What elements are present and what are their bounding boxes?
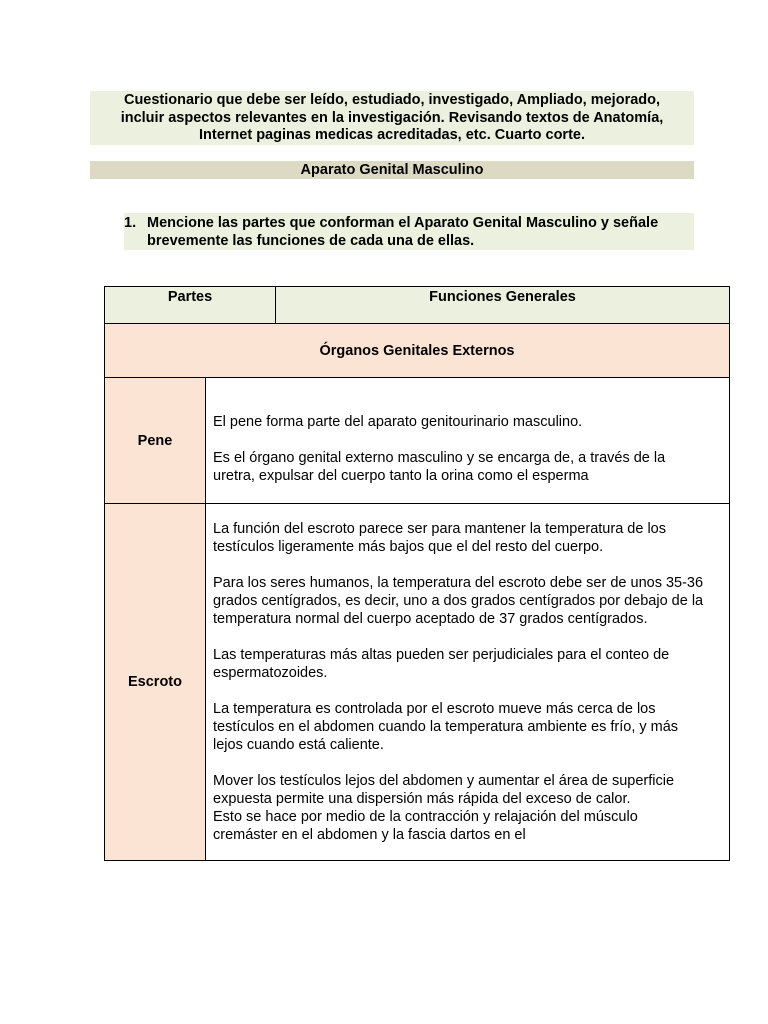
intro-line: Cuestionario que debe ser leído, estudiado, investigado, Ampliado, mejorado, [123,92,661,108]
function-paragraph [213,772,725,844]
function-line: uretra, expulsar del cuerpo tanto la orina como el esperma [213,468,589,484]
function-line: Mover los testículos lejos del abdomen y aumentar el área de superficie [213,773,675,789]
section-title: Aparato Genital Masculino [90,161,694,179]
parts-functions-table [104,286,730,861]
question-number: 1. [124,215,137,231]
external-organs-label: Órganos Genitales Externos [319,342,515,359]
function-line: expuesta permite una dispersión más rápida del exceso de calor. [213,791,631,807]
function-line: La función del escroto parece ser para mantener la temperatura de los [213,521,666,537]
question-text [147,214,692,250]
function-line: Las temperaturas más altas pueden ser perjudiciales para el conteo de [213,647,670,663]
intro-instructions [90,91,694,145]
part-name: Pene [137,432,173,449]
function-paragraph [213,520,725,556]
part-name: Escroto [128,674,182,690]
function-line: temperatura normal del cuerpo aceptado de 37 grados centígrados. [213,611,648,627]
part-cell-escroto [104,503,206,861]
function-line: testículos ligeramente más bajos que el del resto del cuerpo. [213,539,604,555]
question-line: brevemente las funciones de cada una de ellas. [147,233,475,249]
function-paragraph [213,574,725,628]
function-line: La temperatura es controlada por el escroto mueve más cerca de los [213,701,656,717]
function-paragraph [213,700,725,754]
part-cell-pene [104,377,206,504]
header-parts: Partes [104,286,276,324]
intro-line: Internet paginas medicas acreditadas, etc. Cuarto corte. [199,127,585,143]
function-cell-escroto [205,503,730,861]
function-paragraph [213,413,725,431]
function-paragraph [213,449,725,485]
function-cell-pene [205,377,730,504]
function-line: cremáster en el abdomen y la fascia dartos en el [213,827,526,843]
external-organs-header [104,323,730,378]
question-1 [124,213,694,250]
function-line: grados centígrados, es decir, uno a dos grados centígrados por debajo de la [213,593,704,609]
function-line: lejos cuando está caliente. [213,737,384,753]
function-line: Es el órgano genital externo masculino y se encarga de, a través de la [213,450,666,466]
function-line: testículos en el abdomen cuando la temperatura ambiente es frío, y más [213,719,679,735]
header-functions: Funciones Generales [275,286,730,324]
function-line: El pene forma parte del aparato genitourinario masculino. [213,414,583,430]
question-line: Mencione las partes que conforman el Aparato Genital Masculino y señale [147,215,659,231]
function-line: Esto se hace por medio de la contracción y relajación del músculo [213,809,638,825]
intro-line: incluir aspectos relevantes en la investigación. Revisando textos de Anatomía, [120,109,664,126]
function-line: Para los seres humanos, la temperatura del escroto debe ser de unos 35-36 [213,575,704,591]
function-paragraph [213,646,725,682]
function-line: espermatozoides. [213,665,328,681]
